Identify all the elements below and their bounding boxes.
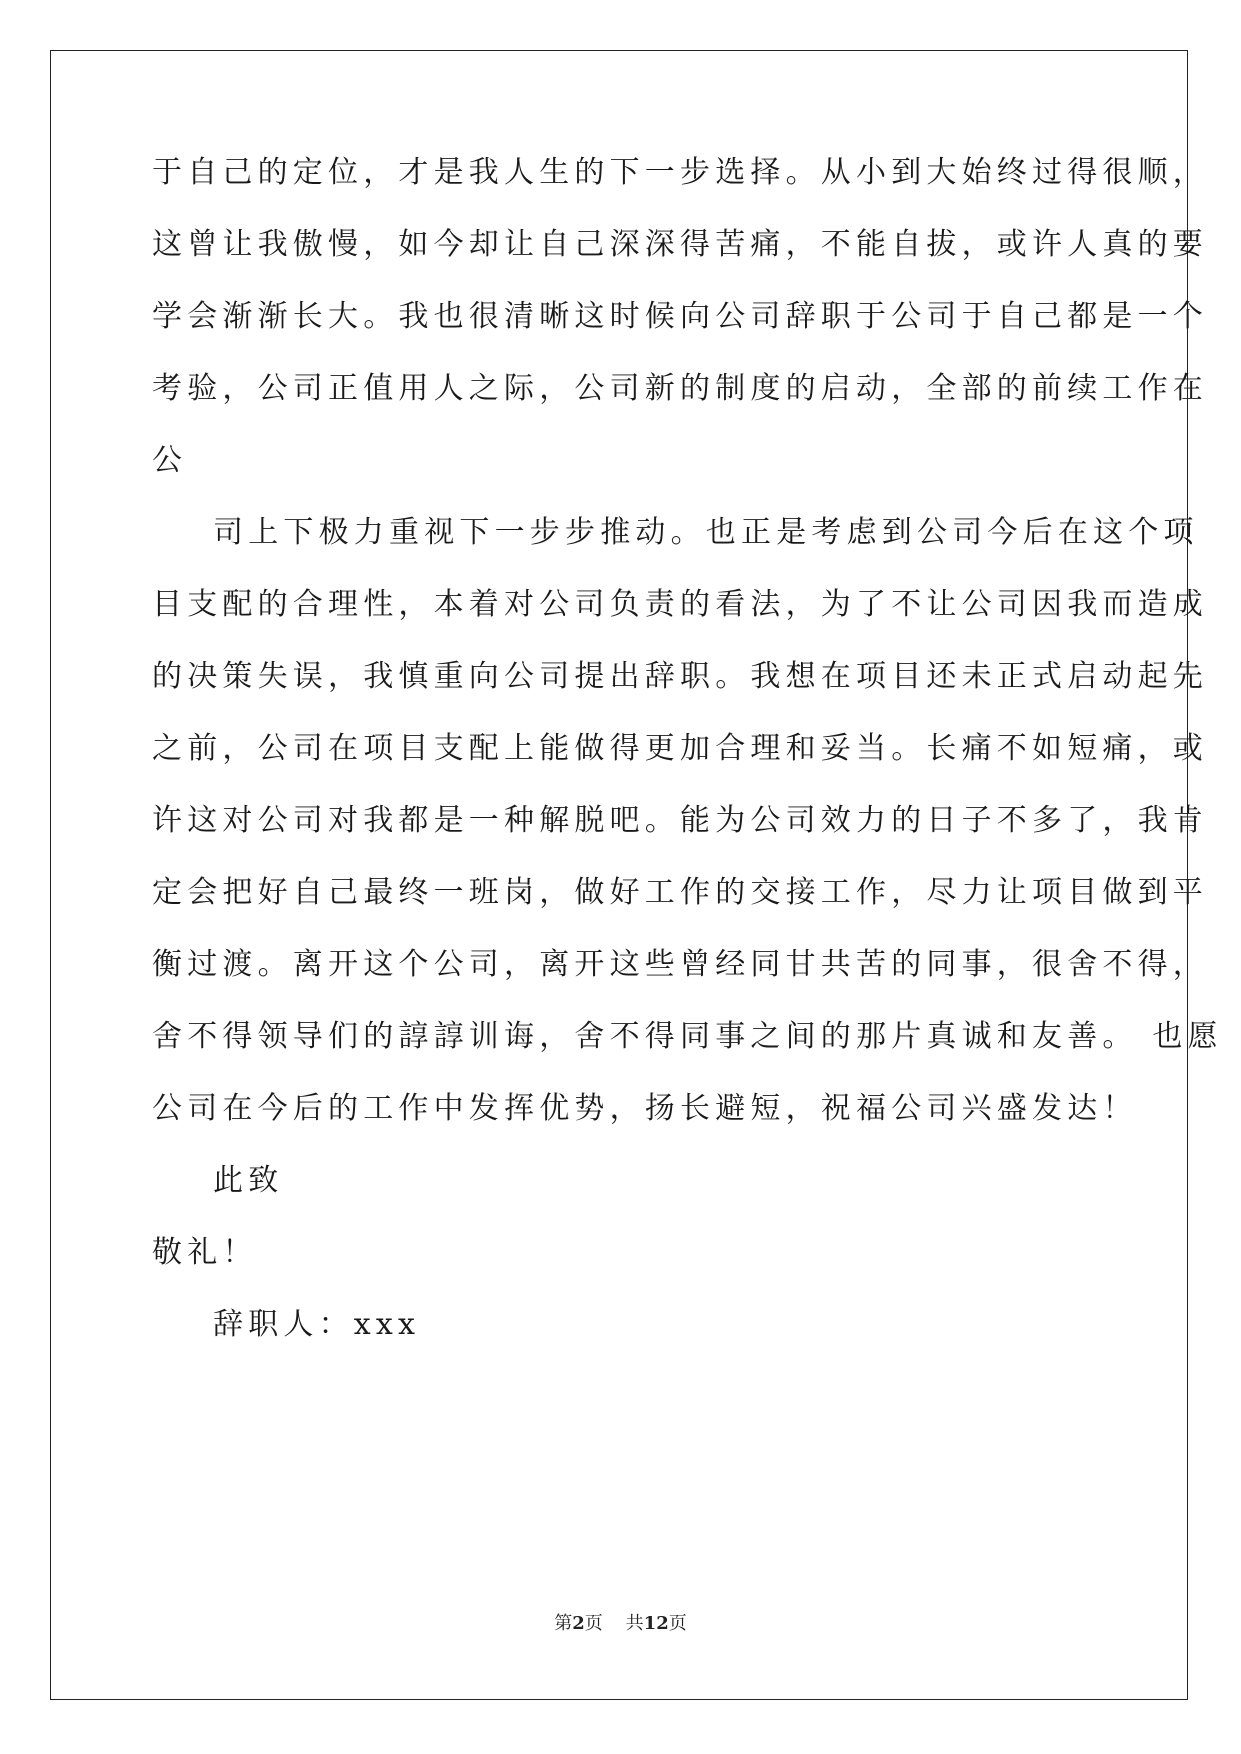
body-line-9: 之前，公司在项目支配上能做得更加合理和妥当。长痛不如短痛，或 <box>152 731 1208 766</box>
page-unit: 页 <box>584 1613 603 1634</box>
closing-salutation: 此致 <box>213 1163 284 1198</box>
body-line-11: 定会把好自己最终一班岗，做好工作的交接工作，尽力让项目做到平 <box>152 875 1208 910</box>
closing-regards: 敬礼！ <box>152 1235 258 1270</box>
body-line-10: 许这对公司对我都是一种解脱吧。能为公司效力的日子不多了，我肯 <box>152 803 1208 838</box>
body-line-13: 舍不得领导们的諄諄训诲，舍不得同事之间的那片真诚和友善。 也愿 <box>152 1019 1223 1054</box>
body-line-12: 衡过渡。离开这个公司，离开这些曾经同甘共苦的同事，很舍不得， <box>152 947 1208 982</box>
body-line-8: 的决策失误，我慎重向公司提出辞职。我想在项目还未正式启动起先 <box>152 659 1208 694</box>
page-footer <box>0 1612 1241 1636</box>
total-prefix: 共 <box>625 1613 644 1634</box>
page-prefix: 第 <box>554 1613 573 1634</box>
body-line-4: 考验，公司正值用人之际，公司新的制度的启动，全部的前续工作在 <box>152 371 1208 406</box>
total-pages: 12 <box>643 1613 669 1634</box>
body-line-6: 司上下极力重视下一步步推动。也正是考虑到公司今后在这个项 <box>213 515 1199 550</box>
body-line-14: 公司在今后的工作中发挥优势，扬长避短，祝福公司兴盛发达！ <box>152 1091 1138 1126</box>
total-unit: 页 <box>668 1613 687 1634</box>
body-line-5: 公 <box>152 443 188 478</box>
body-line-1: 于自己的定位，才是我人生的下一步选择。从小到大始终过得很顺， <box>152 155 1208 190</box>
page-number: 2 <box>572 1613 585 1634</box>
body-line-3: 学会渐渐长大。我也很清晰这时候向公司辞职于公司于自己都是一个 <box>152 299 1208 334</box>
body-line-7: 目支配的合理性，本着对公司负责的看法，为了不让公司因我而造成 <box>152 587 1208 622</box>
body-line-2: 这曾让我傲慢，如今却让自己深深得苦痛，不能自拔，或许人真的要 <box>152 227 1208 262</box>
signer-line: 辞职人：xxx <box>213 1307 421 1342</box>
